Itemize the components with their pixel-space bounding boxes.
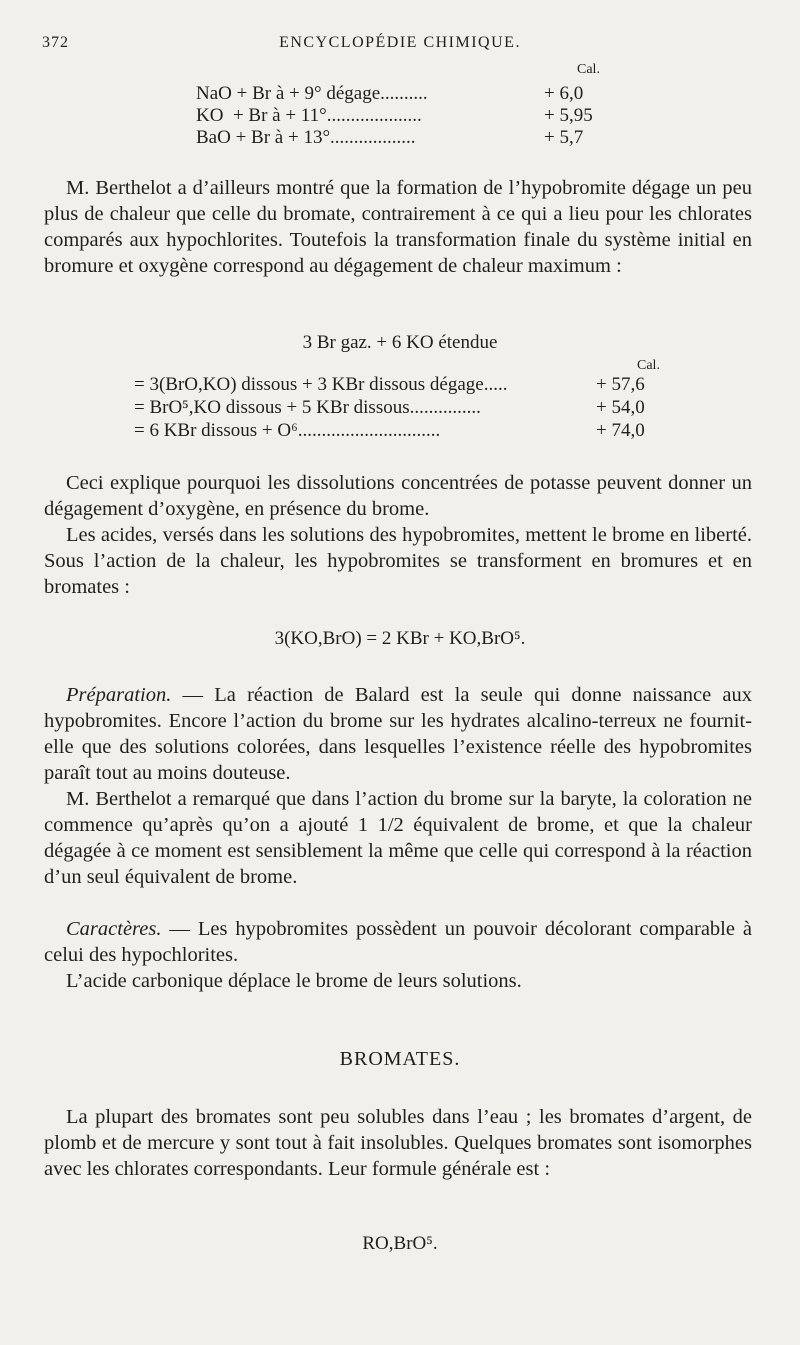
reaction-lhs: = BrO⁵,KO dissous + 5 KBr dissous............... (134, 397, 481, 418)
page-header (40, 34, 760, 56)
cal-unit-label: Cal. (577, 62, 600, 77)
section-label-caracteres: Caractères. (66, 918, 162, 940)
table-row (196, 83, 616, 107)
paragraph: L’acide carbonique déplace le brome de leurs solutions. (66, 970, 522, 992)
paragraph: Les acides, versés dans les solutions des hypobromites, mettent le brome en liberté. Sous l’action de la chaleur, les hypobromites se transforment en bromures et en bromates : (44, 524, 752, 598)
paragraph: M. Berthelot a d’ailleurs montré que la formation de l’hypobromite dégage un peu plus de chaleur que celle du bromate, contrairement à ce qui a lieu pour les chlorates comparés aux hypochlorites. Toutefois la transformation finale du système initial en bromure et oxygène correspond au dégagement de chaleur maximum : (44, 177, 752, 277)
reaction-lhs: = 3(BrO,KO) dissous + 3 KBr dissous dégage..... (134, 374, 508, 395)
table-row (134, 374, 674, 398)
paragraph-preparation (44, 682, 752, 786)
reaction-lhs: BaO + Br à + 13°.................. (196, 127, 416, 148)
table-row (134, 420, 674, 444)
paragraph: Ceci explique pourquoi les dissolutions concentrées de potasse peuvent donner un dégagement d’oxygène, en présence du brome. (44, 472, 752, 520)
equation: 3(KO,BrO) = 2 KBr + KO,BrO⁵. (274, 628, 526, 649)
reaction-heat: + 57,6 (596, 374, 645, 395)
cal-unit-label: Cal. (637, 358, 660, 373)
reaction-lhs: KO + Br à + 11°.................... (196, 105, 422, 126)
paragraph: La plupart des bromates sont peu solubles dans l’eau ; les bromates d’argent, de plomb et de mercure y sont tout à fait insolubles. Quelques bromates sont isomorphes avec les chlorates correspondants. Leur formule générale est : (44, 1106, 752, 1180)
paragraph-caracteres (44, 916, 752, 968)
paragraph-text: — La réaction de Balard est la seule qui donne naissance aux hypobromites. Encore l’action du brome sur les hydrates alcalino-terreux ne fournit-elle que des solutions colorées, dans lesquelles l’existence réelle des hypobromites paraît tout au moins douteuse. (44, 684, 752, 784)
equation-header: 3 Br gaz. + 6 KO étendue (302, 332, 498, 353)
page-number: 372 (42, 34, 69, 51)
running-title: ENCYCLOPÉDIE CHIMIQUE. (279, 34, 521, 51)
reaction-heat: + 74,0 (596, 420, 645, 441)
paragraph: M. Berthelot a remarqué que dans l’action du brome sur la baryte, la coloration ne commence qu’après qu’on a ajouté 1 1/2 équivalent de brome, et que la chaleur dégagée à ce moment est sensiblement la même que celle qui correspond à la réaction d’un seul équivalent de brome. (44, 788, 752, 888)
section-label-preparation: Préparation. (66, 684, 172, 706)
table-row (196, 105, 616, 129)
section-heading: BROMATES. (339, 1048, 461, 1070)
reaction-heat: + 54,0 (596, 397, 645, 418)
reaction-lhs: = 6 KBr dissous + O⁶.............................. (134, 420, 441, 441)
reaction-lhs: NaO + Br à + 9° dégage.......... (196, 83, 428, 104)
general-formula: RO,BrO⁵. (362, 1233, 438, 1254)
table-row (134, 397, 674, 421)
reaction-heat: + 5,95 (544, 105, 593, 126)
reaction-heat: + 6,0 (544, 83, 584, 104)
reaction-heat: + 5,7 (544, 127, 584, 148)
table-row (196, 127, 616, 151)
paragraph-text: — Les hypobromites possèdent un pouvoir décolorant comparable à celui des hypochlorites. (44, 918, 752, 966)
